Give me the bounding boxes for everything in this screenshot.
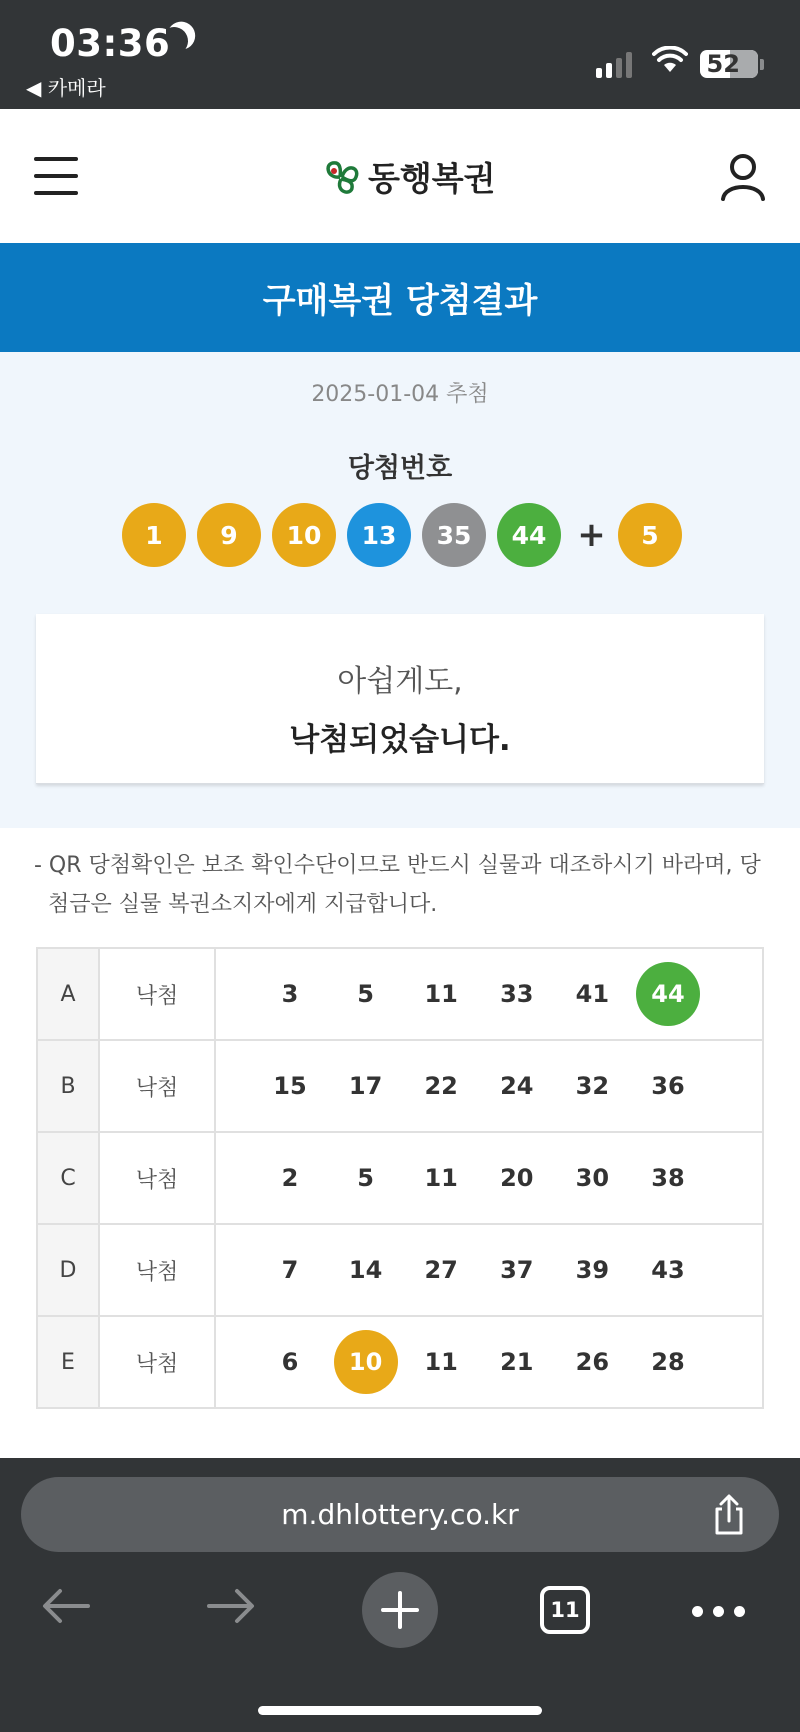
share-icon[interactable] [709,1493,749,1537]
ticket-row [37,1040,763,1132]
result-message-line2: 낙첨되었습니다. [289,722,511,758]
ticket-number: 21 [500,1348,534,1376]
ticket-number: 41 [575,980,610,1008]
ticket-status: 낙첨 [99,948,215,1040]
bonus-plus-sign: + [577,515,606,555]
ticket-numbers [258,1330,762,1394]
clock: 03:36 [50,22,171,65]
ticket-number: 3 [281,980,299,1008]
draw-date: 2025-01-04 추첨 [311,382,489,407]
ticket-number: 17 [348,1072,383,1100]
winning-numbers-label: 당첨번호 [347,453,453,484]
ticket-numbers-cell [215,1316,763,1408]
ticket-status: 낙첨 [99,1132,215,1224]
ticket-number: 22 [424,1072,458,1100]
new-tab-button[interactable] [362,1572,438,1648]
ticket-numbers [258,1238,762,1302]
bonus-ball: 5 [618,503,682,567]
forward-arrow-icon[interactable] [205,1586,257,1626]
ticket-number: 26 [575,1348,610,1376]
winning-numbers [122,503,693,567]
more-options-icon[interactable] [692,1606,745,1617]
home-indicator [258,1706,542,1715]
ticket-number: 39 [575,1256,610,1284]
ticket-number: 30 [575,1164,610,1192]
url-text: m.dhlottery.co.kr [281,1498,519,1531]
ticket-number: 11 [424,980,458,1008]
ticket-numbers-cell [215,1224,763,1316]
ticket-number: 15 [273,1072,307,1100]
ticket-numbers [258,962,762,1026]
ticket-status: 낙첨 [99,1040,215,1132]
ticket-status: 낙첨 [99,1224,215,1316]
ticket-numbers [258,1146,762,1210]
ticket-number: 2 [281,1164,299,1192]
ticket-number: 32 [575,1072,610,1100]
ticket-number: 24 [500,1072,534,1100]
ticket-number: 33 [500,980,534,1008]
ticket-number: 38 [651,1164,685,1192]
draw-result-section [0,352,800,828]
ticket-number: 5 [357,1164,374,1192]
winning-ball: 10 [272,503,336,567]
address-bar[interactable] [21,1477,779,1552]
logo-text: 동행복권 [368,159,496,198]
result-message-line1: 아쉽게도, [337,664,463,699]
ticket-row [37,948,763,1040]
ticket-number-matched: 44 [636,962,700,1026]
winning-ball: 1 [122,503,186,567]
ticket-game-label: E [37,1316,99,1408]
ticket-game-label: D [37,1224,99,1316]
ticket-row [37,1316,763,1408]
ticket-number: 20 [500,1164,534,1192]
ticket-number: 28 [651,1348,685,1376]
ticket-numbers-cell [215,1040,763,1132]
plus-icon [380,1590,420,1630]
ticket-number: 43 [651,1256,685,1284]
ticket-number: 5 [357,980,374,1008]
wifi-icon [652,46,688,74]
ticket-numbers-cell [215,1132,763,1224]
winning-ball: 9 [197,503,261,567]
ticket-number: 14 [348,1256,383,1284]
clover-logo-icon [320,157,362,197]
ticket-status: 낙첨 [99,1316,215,1408]
ticket-row [37,1224,763,1316]
ticket-number-matched: 10 [334,1330,398,1394]
menu-icon[interactable] [34,157,78,195]
back-arrow-icon[interactable] [40,1586,92,1626]
winning-ball: 44 [497,503,561,567]
ticket-number: 11 [424,1164,458,1192]
battery-icon [700,50,758,78]
user-icon[interactable] [720,153,766,201]
ticket-number: 7 [281,1256,299,1284]
round-title-partial [0,352,800,370]
ticket-numbers-cell [215,948,763,1040]
page-title: 구매복권 당첨결과 [0,243,800,352]
site-logo[interactable] [320,153,496,200]
status-bar [0,0,800,109]
ticket-game-label: B [37,1040,99,1132]
ticket-numbers [258,1054,762,1118]
ticket-number: 11 [424,1348,458,1376]
battery-nub [760,59,764,70]
ticket-game-label: C [37,1132,99,1224]
ticket-game-label: A [37,948,99,1040]
ticket-number: 6 [281,1348,299,1376]
ticket-number: 27 [424,1256,458,1284]
winning-ball: 35 [422,503,486,567]
ticket-row [37,1132,763,1224]
result-message-card [36,614,764,784]
browser-toolbar [0,1458,800,1732]
tabs-button[interactable]: 11 [540,1586,590,1634]
qr-notice: - QR 당첨확인은 보조 확인수단이므로 반드시 실물과 대조하시기 바라며, 당첨금은 실물 복권소지자에게 지급합니다. [34,853,761,917]
battery-level: 52 [706,50,740,78]
ticket-number: 36 [651,1072,685,1100]
winning-ball: 13 [347,503,411,567]
site-header [0,109,800,243]
ticket-number: 37 [500,1256,534,1284]
ticket-table [36,947,764,1409]
cellular-signal-icon [596,52,632,78]
back-to-camera-link[interactable]: ◀ 카메라 [26,76,106,100]
